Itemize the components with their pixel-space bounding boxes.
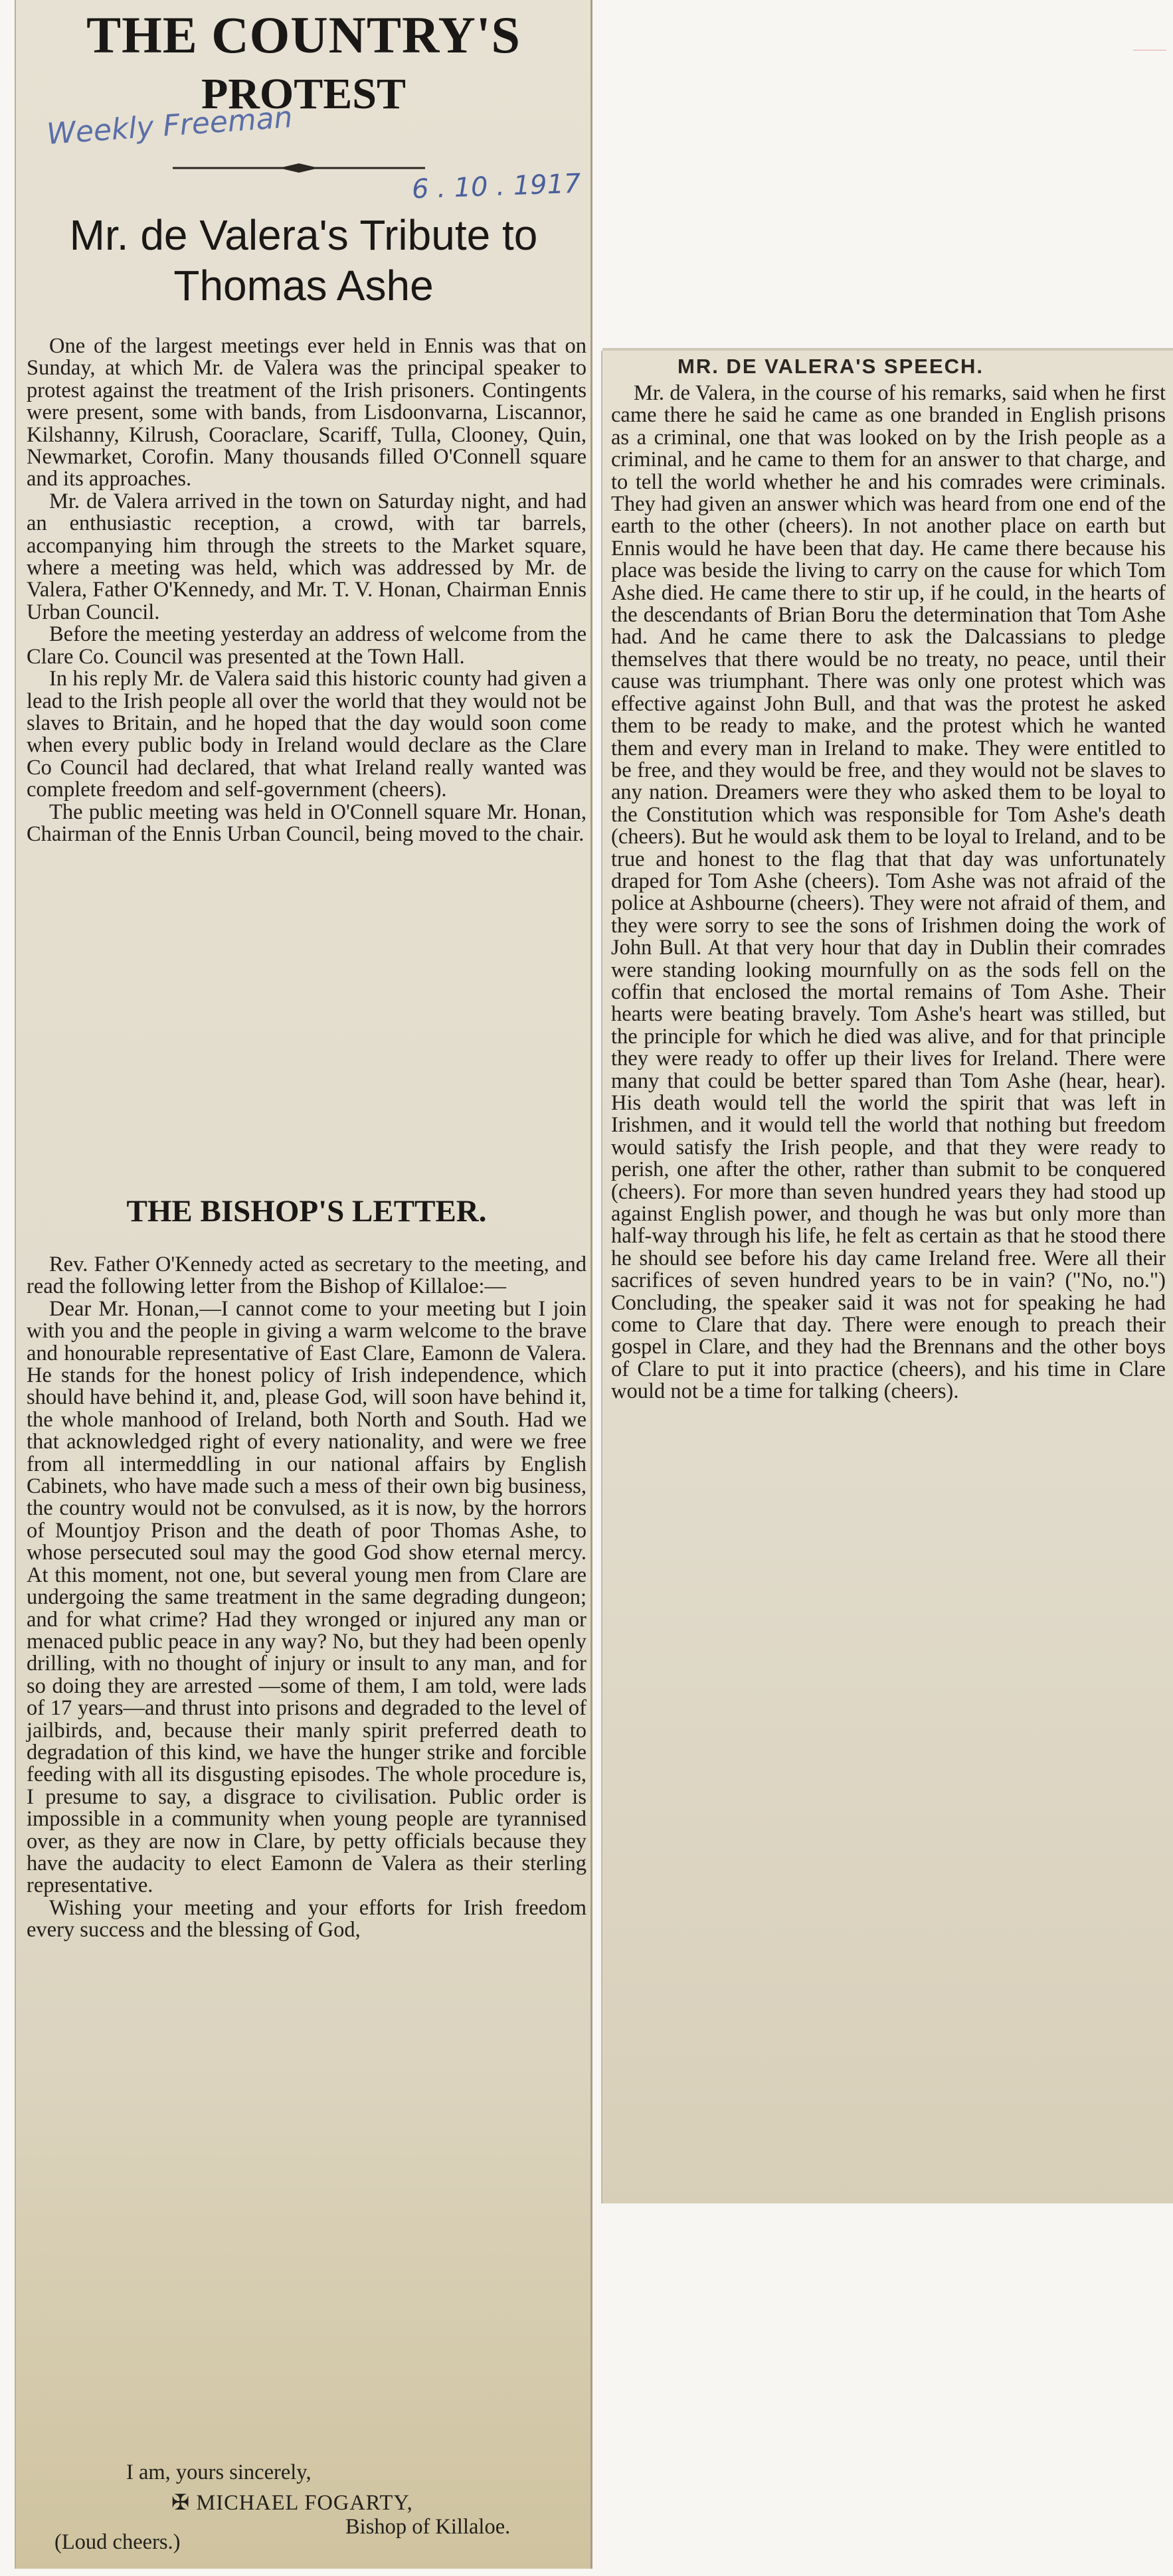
paragraph: The public meeting was held in O'Connell square Mr. Honan, Chairman of the Ennis Urban Council, being moved to the chair.	[27, 800, 586, 846]
speech-text: Mr. de Valera, in the course of his remarks, said when he first came there he said he came as one branded in English prisons as a criminal, one that was looked on by the Irish people as a criminal, and he came to them for an answer to that charge, and to tell the world whether he and his comrades were criminals. They had given an answer which was heard from one end of the earth to the other (cheers). In not another place on earth but Ennis would he have been that day. He came there because his place was beside the living to carry on the cause for which Tom Ashe died. He came there to stir up, if he could, in the hearts of the descendants of Brian Boru the determination that Tom Ashe had. And he came there to ask the Dalcassians to pledge themselves that there would be no treaty, no peace, until their cause was triumphant. There was only one protest which was effective against John Bull, and that was the protest he asked them to be ready to make, and the protest which he wanted them and every man in Ireland to make. They were entitled to be free, and they would be free, and they would not be slaves to any nation. Dreamers were they who asked them to be loyal to the Constitution which was responsible for Tom Ashe's death (cheers). But he would ask them to be loyal to Ireland, and to be true and honest to the flag that that day was unfortunately draped for Tom Ashe (cheers). Tom Ashe was not afraid of the police at Ashbourne (cheers). They were not afraid of them, and they were sorry to see the sons of Irishmen doing the work of John Bull. At that very hour that day in Dublin their comrades were standing looking mournfully on as the sods fell on the coffin that enclosed the mortal remains of Tom Ashe. Their hearts were beating bravely. Tom Ashe's heart was stilled, but the principle for which he died was alive, and for that principle they were ready to offer up their lives for Ireland. There were many that could be better spared than Tom Ashe (hear, hear). His death would tell the world the spirit that was left in Irishmen, and it would tell the world that nothing but freedom would satisfy the Irish people, and that they were ready to perish, one after the other, rather than submit to be conquered (cheers). For more than seven hundred years they had stood up against English power, and though he was but only more than half-way through his life, he felt as certain as that he stood there he should see before his day came Ireland free. Were all their sacrifices of seven hundred years to be in vain? ("No, no.") Concluding, the speaker said it was not for speaking he had come to Clare that day. There were enough to preach their gospel in Clare, and they had the Brennans and the other boys of Clare to put it into practice (cheers), and his time in Clare would not be a time for talking (cheers).	[611, 381, 1166, 1404]
paragraph: Before the meeting yesterday an address of welcome from the Clare Co. Council was presented at the Town Hall.	[27, 622, 586, 669]
letter-signature-title: Bishop of Killaloe.	[345, 2515, 511, 2539]
speech-body	[611, 383, 1166, 1403]
section-heading-bishops-letter: THE BISHOP'S LETTER.	[126, 1194, 487, 1229]
section-heading-speech: MR. DE VALERA'S SPEECH.	[677, 355, 984, 378]
paragraph: In his reply Mr. de Valera said this historic county had given a lead to the Irish people all over the world that they would not be slaves to Britain, and he hoped that the day would soon come when every public body in Ireland would declare as the Clare Co Council had declared, that what Ireland really wanted was complete freedom and self-government (cheers).	[27, 667, 586, 802]
letter-text: Dear Mr. Honan,—I cannot come to your meeting but I join with you and the people in giving a warm welcome to the brave and honourable representative of East Clare, Eamonn de Valera. He stands for the honest policy of Irish independence, which should have behind it, and, please God, will soon have behind it, the whole manhood of Ireland, both North and South. Had we that acknowledged right of every nationality, and were we free from all intermeddling in our national affairs by English Cabinets, who have made such a mess of their own big business, the country would not be convulsed, as it is now, by the horrors of Mountjoy Prison and the death of poor Thomas Ashe, to whose persecuted soul may the good God show eternal mercy. At this moment, not one, but several young men from Clare are undergoing the same treatment in the same degrading dungeon; and for what crime? Had they wronged or injured any man or menaced public peace in any way? No, but they had been openly drilling, with no thought of injury or insult to any man, and for so doing they are arrested —some of them, I am told, were lads of 17 years—and thrust into prisons and degraded to the level of jailbirds, and, because their manly spirit preferred death to degradation of this kind, we have the hunger strike and forcible feeding with all its disgusting episodes. The whole procedure is, I presume to say, a disgrace to civilisation. Public order is impossible in a community when young people are tyrannised over, as they are now in Clare, by petty officials because they have the audacity to elect Eamonn de Valera as their sterling representative.	[27, 1296, 586, 1898]
paragraph: Mr. de Valera arrived in the town on Saturday night, and had an enthusiastic reception, a crowd, with tar barrels, accompanying him through the streets to the Market square, where a meeting was held, which was addressed by Mr. de Valera, Father O'Kennedy, and Mr. T. V. Honan, Chairman Ennis Urban Council.	[27, 489, 586, 624]
handwritten-source-note: Weekly Freeman	[45, 100, 294, 151]
handwritten-date-note: 6 . 10 . 1917	[411, 168, 582, 205]
masthead-subtitle: PROTEST	[201, 70, 406, 118]
masthead-title: THE COUNTRY'S	[86, 6, 521, 64]
paragraph: One of the largest meetings ever held in Ennis was that on Sunday, at which Mr. de Valera was the principal speaker to protest against the treatment of the Irish prisoners. Contingents were present, some with bands, from Lisdoonvarna, Liscannor, Kilshanny, Kilrush, Cooraclare, Scariff, Tulla, Clooney, Quin, Newmarket, Corofin. Many thousands filled O'Connell square and its approaches.	[27, 334, 586, 491]
letter-intro: Rev. Father O'Kennedy acted as secretary to the meeting, and read the following letter from the Bishop of Killaloe:—	[27, 1252, 586, 1299]
bishops-letter-body	[27, 1254, 586, 1942]
audience-reaction: (Loud cheers.)	[54, 2530, 181, 2554]
headline-line-2: Thomas Ashe	[173, 262, 434, 309]
headline-line-1: Mr. de Valera's Tribute to	[69, 211, 538, 259]
letter-valediction: I am, yours sincerely,	[126, 2460, 312, 2484]
ornament-rule	[166, 163, 432, 173]
letter-closing: Wishing your meeting and your efforts for Irish freedom every success and the blessing of God,	[27, 1895, 586, 1942]
left-article-body	[27, 335, 586, 845]
letter-signature: ✠ MICHAEL FOGARTY,	[171, 2491, 413, 2515]
article-headline	[15, 210, 592, 311]
